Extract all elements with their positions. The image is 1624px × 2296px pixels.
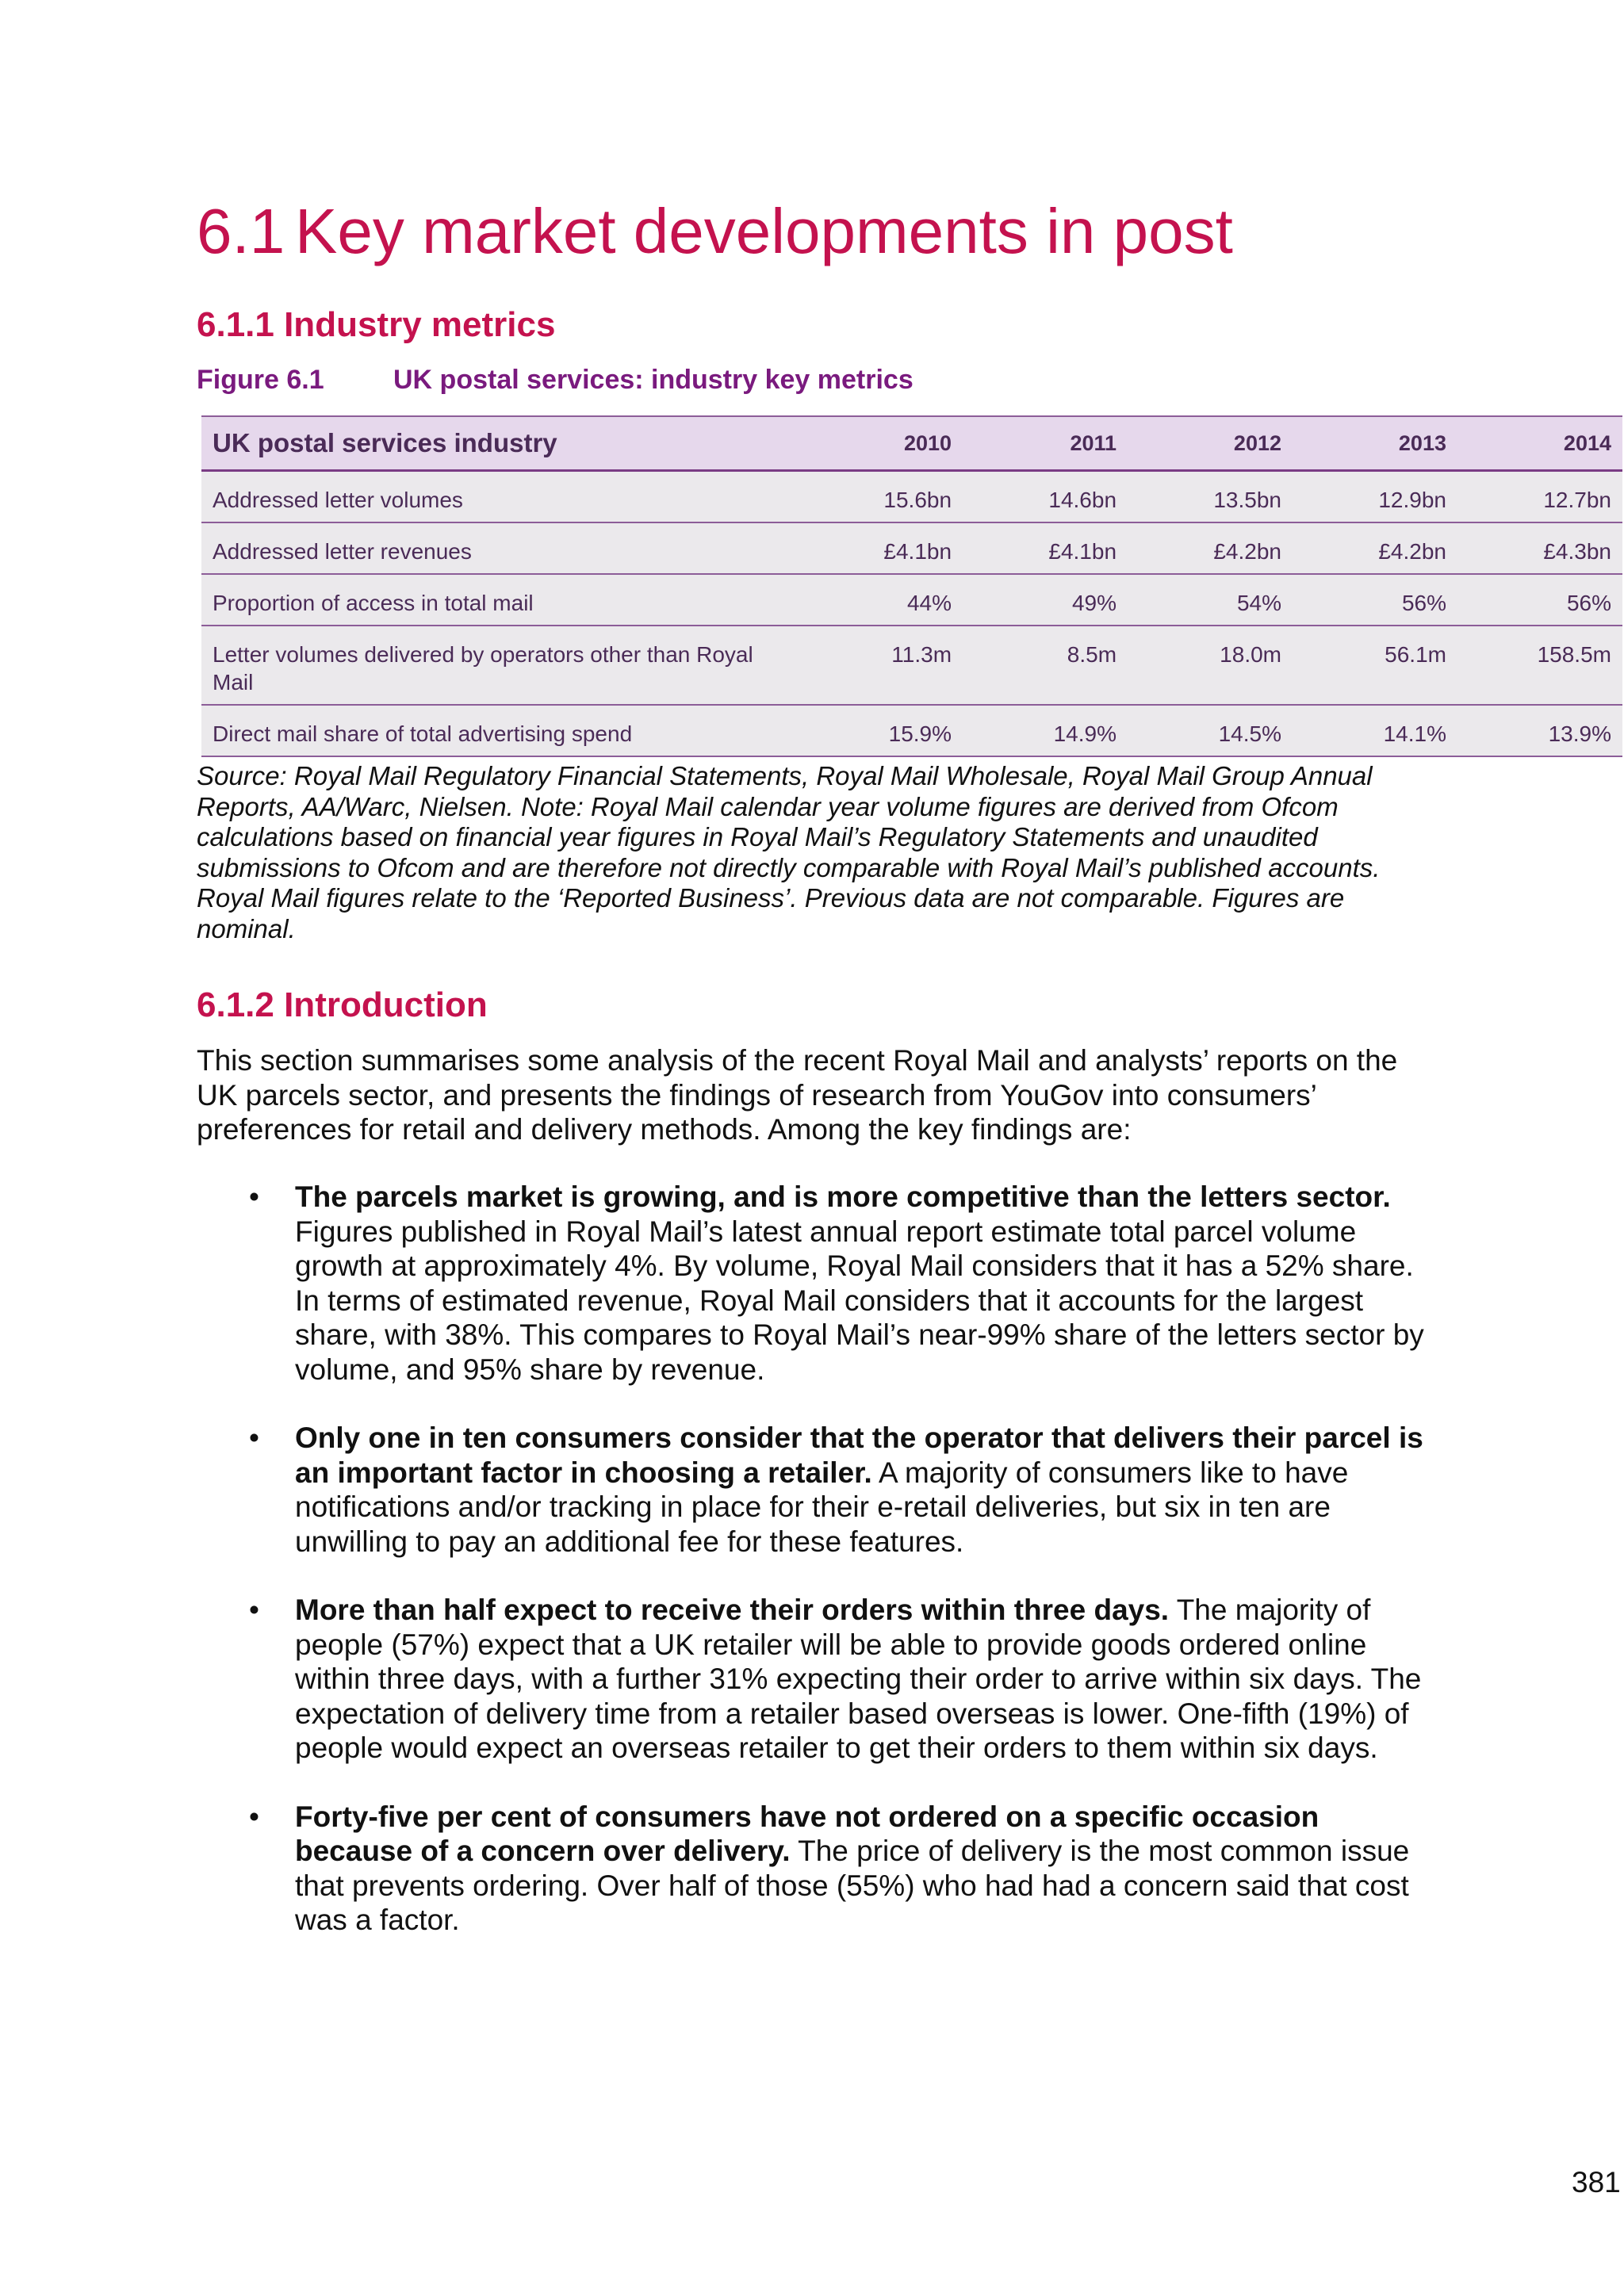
finding-bold-lead: More than half expect to receive their orders within three days. xyxy=(295,1594,1170,1626)
table-cell: 56% xyxy=(1293,574,1457,626)
bullet-icon: • xyxy=(249,1594,259,1626)
table-row xyxy=(201,471,1622,523)
bullet-icon: • xyxy=(249,1422,259,1454)
finding-text: The majority of people (57%) expect that a UK retailer will be able to provide goods ordered online within three days, with a further 31% expecting their order to arrive within six days. The expectation of delivery time from a retailer based overseas is lower. One-fifth (19%) of people would expect an overseas retailer to get their orders to them within six days. xyxy=(295,1594,1422,1764)
finding-bold-lead: The parcels market is growing, and is more competitive than the letters sector. xyxy=(295,1181,1391,1213)
list-item xyxy=(197,1800,1431,1938)
table-header-label: UK postal services industry xyxy=(201,416,798,471)
table-header-row xyxy=(201,416,1622,471)
table-row-label: Proportion of access in total mail xyxy=(201,574,798,626)
list-item xyxy=(197,1593,1431,1766)
table-cell: 15.9% xyxy=(798,705,963,756)
table-cell: 158.5m xyxy=(1457,626,1622,705)
table-cell: 44% xyxy=(798,574,963,626)
introduction-heading: 6.1.2 Introduction xyxy=(197,985,488,1024)
table-cell: 49% xyxy=(963,574,1128,626)
section-number: 6.1 xyxy=(197,196,285,266)
table-header-year: 2012 xyxy=(1128,416,1293,471)
table-cell: 56% xyxy=(1457,574,1622,626)
table-cell: 14.1% xyxy=(1293,705,1457,756)
table-cell: £4.2bn xyxy=(1128,522,1293,574)
table-cell: 54% xyxy=(1128,574,1293,626)
table-cell: 14.5% xyxy=(1128,705,1293,756)
table-row-label: Letter volumes delivered by operators other than Royal Mail xyxy=(201,626,798,705)
table-row xyxy=(201,574,1622,626)
industry-metrics-heading: 6.1.1 Industry metrics xyxy=(197,305,556,344)
table-cell: £4.1bn xyxy=(798,522,963,574)
table-header-year: 2011 xyxy=(963,416,1128,471)
table-row xyxy=(201,626,1622,705)
table-row xyxy=(201,522,1622,574)
figure-caption xyxy=(197,366,914,393)
table-cell: 12.9bn xyxy=(1293,471,1457,523)
table-cell: 14.9% xyxy=(963,705,1128,756)
table-cell: 11.3m xyxy=(798,626,963,705)
finding-text: Figures published in Royal Mail’s latest annual report estimate total parcel volume growth at approximately 4%. By volume, Royal Mail considers that it has a 52% share. In terms of estimated revenue, Royal Mail considers that it accounts for the largest share, with 38%. This compares to Royal Mail’s near-99% share of the letters sector by volume, and 95% share by revenue. xyxy=(295,1215,1424,1386)
key-findings-list xyxy=(197,1180,1431,1972)
source-note: Source: Royal Mail Regulatory Financial Statements, Royal Mail Wholesale, Royal Mail Group Annual Reports, AA/Warc, Nielsen. Note: Royal Mail calendar year volume figures are derived from Ofcom calculations based on financial year figures in Royal Mail’s Regulatory Statements and unaudited submissions to Ofcom and are therefore not directly comparable with Royal Mail’s published accounts. Royal Mail figures relate to the ‘Reported Business’. Previous data are not comparable. Figures are nominal. xyxy=(197,761,1381,943)
table-cell: £4.1bn xyxy=(963,522,1128,574)
table-row-label: Direct mail share of total advertising spend xyxy=(201,705,798,756)
finding-text: A majority of consumers like to have notifications and/or tracking in place for their e-retail deliveries, but six in ten are unwilling to pay an additional fee for these features. xyxy=(295,1456,1349,1558)
table-cell: 15.6bn xyxy=(798,471,963,523)
table-cell: 56.1m xyxy=(1293,626,1457,705)
table-cell: £4.2bn xyxy=(1293,522,1457,574)
page-number: 381 xyxy=(1572,2166,1621,2198)
introduction-paragraph: This section summarises some analysis of the recent Royal Mail and analysts’ reports on the UK parcels sector, and presents the findings of research from YouGov into consumers’ preferences for retail and delivery methods. Among the key findings are: xyxy=(197,1044,1398,1146)
industry-metrics-table xyxy=(201,415,1622,757)
figure-number: Figure 6.1 xyxy=(197,365,324,395)
table-row xyxy=(201,705,1622,756)
table-cell: 13.9% xyxy=(1457,705,1622,756)
finding-bold-lead: Only one in ten consumers consider that the operator that delivers their parcel is an important factor in choosing a retailer. xyxy=(295,1422,1423,1489)
table-row-label: Addressed letter revenues xyxy=(201,522,798,574)
section-title xyxy=(197,196,1233,266)
table-cell: 18.0m xyxy=(1128,626,1293,705)
finding-bold-lead: Forty-five per cent of consumers have not ordered on a specific occasion because of a concern over delivery. xyxy=(295,1800,1320,1867)
finding-text: The price of delivery is the most common issue that prevents ordering. Over half of those (55%) who had had a concern said that cost was a factor. xyxy=(295,1835,1410,1936)
bullet-icon: • xyxy=(249,1800,259,1833)
section-title-text: Key market developments in post xyxy=(295,196,1233,266)
bullet-icon: • xyxy=(249,1181,259,1213)
table-cell: 14.6bn xyxy=(963,471,1128,523)
table-cell: 12.7bn xyxy=(1457,471,1622,523)
table-header-year: 2014 xyxy=(1457,416,1622,471)
table-header-year: 2010 xyxy=(798,416,963,471)
table-cell: 8.5m xyxy=(963,626,1128,705)
table-cell: 13.5bn xyxy=(1128,471,1293,523)
table-header-year: 2013 xyxy=(1293,416,1457,471)
table-cell: £4.3bn xyxy=(1457,522,1622,574)
table-row-label: Addressed letter volumes xyxy=(201,471,798,523)
figure-title: UK postal services: industry key metrics xyxy=(393,365,914,395)
list-item xyxy=(197,1180,1431,1387)
list-item xyxy=(197,1421,1431,1559)
